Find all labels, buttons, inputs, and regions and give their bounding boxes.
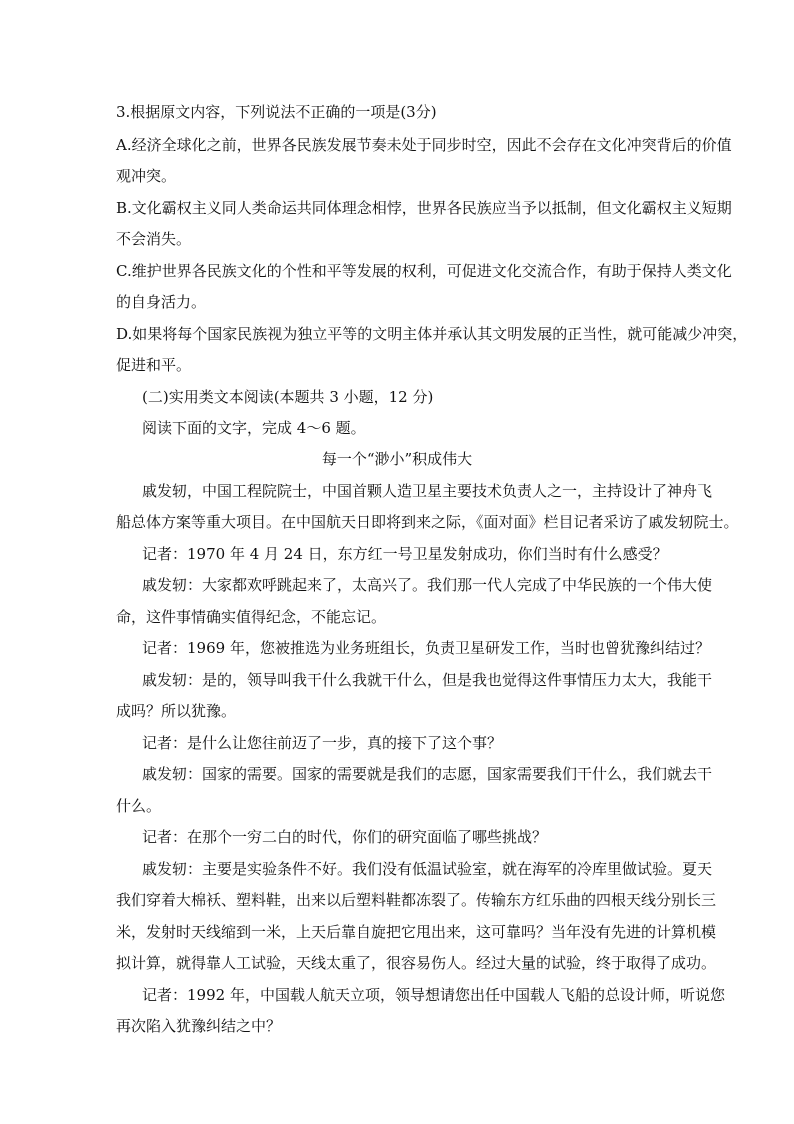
article-line: 再次陷入犹豫纠结之中？ <box>116 1017 282 1035</box>
option-a-line-2: 观冲突。 <box>116 167 177 185</box>
article-line: 米，发射时天线缩到一米，上天后靠自旋把它甩出来，这可靠吗？当年没有先进的计算机模 <box>116 923 717 941</box>
section-2-instruction: 阅读下面的文字，完成 4～6 题。 <box>142 419 366 437</box>
option-c-line-1: C.维护世界各民族文化的个性和平等发展的权利，可促进文化交流合作，有助于保持人类文化 <box>116 262 732 280</box>
article-line: 戚发轫：主要是实验条件不好。我们没有低温试验室，就在海军的冷库里做试验。夏天 <box>142 860 713 878</box>
article-line: 戚发轫：是的，领导叫我干什么我就干什么，但是我也觉得这件事情压力太大，我能干 <box>142 671 713 689</box>
option-b-line-2: 不会消失。 <box>116 230 192 248</box>
option-d-line-1: D.如果将每个国家民族视为独立平等的文明主体并承认其文明发展的正当性，就可能减少冲突， <box>116 325 748 343</box>
option-d-line-2: 促进和平。 <box>116 356 192 374</box>
article-line: 记者：在那个一穷二白的时代，你们的研究面临了哪些挑战？ <box>142 828 548 846</box>
article-line: 成吗？所以犹豫。 <box>116 702 237 720</box>
article-line: 戚发轫：国家的需要。国家的需要就是我们的志愿，国家需要我们干什么，我们就去干 <box>142 765 713 783</box>
article-line: 记者：是什么让您往前迈了一步，真的接下了这个事？ <box>142 734 503 752</box>
article-line: 我们穿着大棉袄、塑料鞋，出来以后塑料鞋都冻裂了。传输东方红乐曲的四根天线分别长三 <box>116 891 717 909</box>
article-line: 记者：1969 年，您被推选为业务班组长，负责卫星研发工作，当时也曾犹豫纠结过？ <box>142 639 710 657</box>
option-b-line-1: B.文化霸权主义同人类命运共同体理念相悖，世界各民族应当予以抵制，但文化霸权主义短期 <box>116 199 732 217</box>
article-line: 记者：1992 年，中国载人航天立项，领导想请您出任中国载人飞船的总设计师，听说您 <box>142 986 725 1004</box>
option-c-line-2: 的自身活力。 <box>116 293 207 311</box>
article-line: 戚发轫，中国工程院院士，中国首颗人造卫星主要技术负责人之一，主持设计了神舟飞 <box>142 482 713 500</box>
question-3-stem: 3.根据原文内容，下列说法不正确的一项是(3分) <box>116 103 437 121</box>
article-line: 记者：1970 年 4 月 24 日，东方红一号卫星发射成功，你们当时有什么感受？ <box>142 545 668 563</box>
article-line: 戚发轫：大家都欢呼跳起来了，太高兴了。我们那一代人完成了中华民族的一个伟大使 <box>142 576 713 594</box>
article-line: 拟计算，就得靠人工试验，天线太重了，很容易伤人。经过大量的试验，终于取得了成功。 <box>116 954 717 972</box>
article-title: 每一个“渺小”积成伟大 <box>321 450 473 468</box>
option-a-line-1: A.经济全球化之前，世界各民族发展节奏未处于同步时空，因此不会存在文化冲突背后的价值 <box>116 136 732 154</box>
section-2-heading: (二)实用类文本阅读(本题共 3 小题，12 分) <box>142 388 434 406</box>
article-line: 船总体方案等重大项目。在中国航天日即将到来之际，《面对面》栏目记者采访了戚发轫院士。 <box>116 513 739 531</box>
article-line: 命，这件事情确实值得纪念，不能忘记。 <box>116 608 387 626</box>
article-line: 什么。 <box>116 797 162 815</box>
